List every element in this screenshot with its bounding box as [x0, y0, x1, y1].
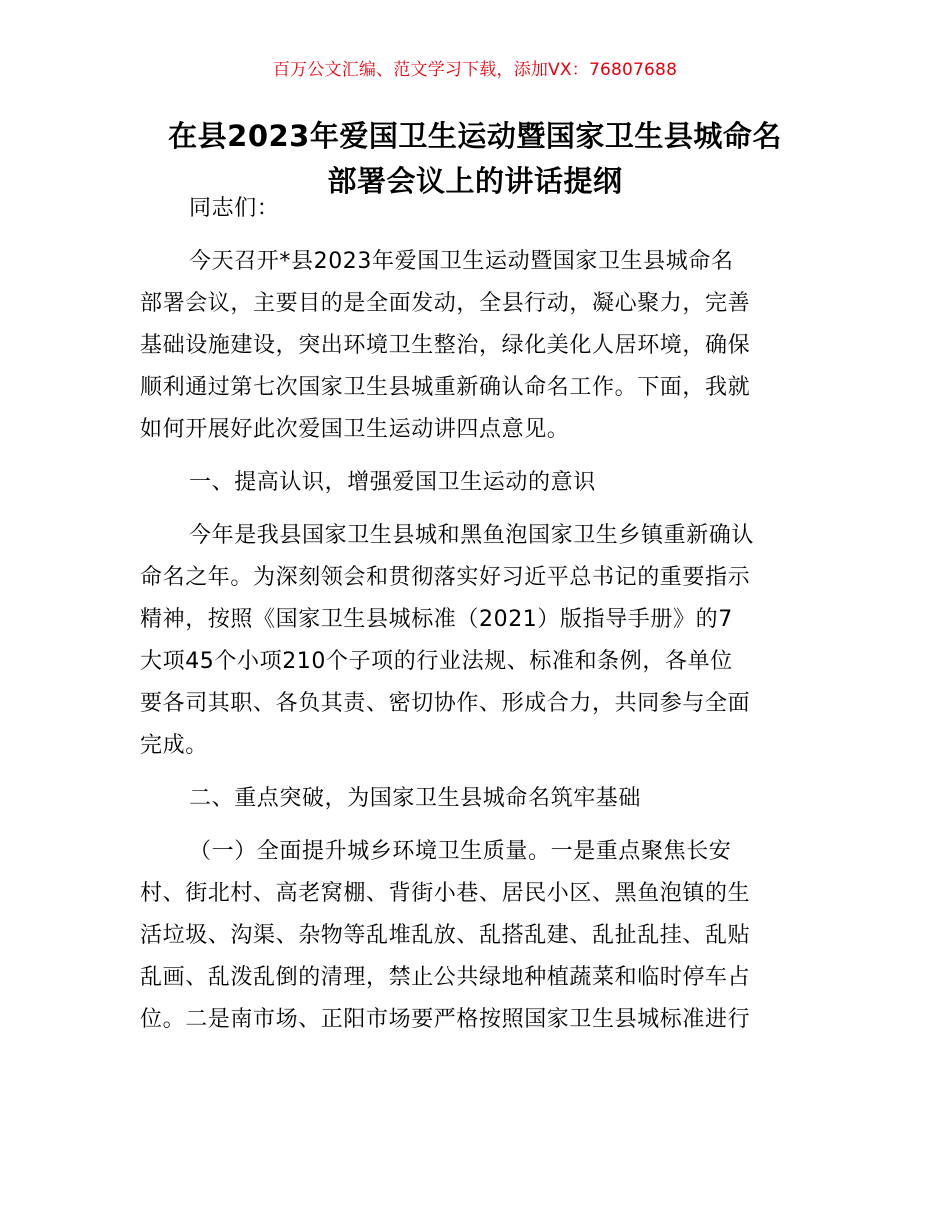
text-line: 一、提高认识，增强爱国卫生运动的意识 — [189, 470, 596, 495]
text-line: 命名之年。为深刻领会和贯彻落实好习近平总书记的重要指示 — [140, 565, 751, 590]
salutation — [140, 188, 812, 230]
text-line: 要各司其职、各负其责、密切协作、形成合力，共同参与全面 — [140, 691, 751, 716]
section-heading-2 — [140, 778, 812, 820]
text-line: （一）全面提升城乡环境卫生质量。一是重点聚焦长安 — [189, 839, 732, 864]
paragraph-intro — [140, 241, 812, 451]
text-line: 位。二是南市场、正阳市场要严格按照国家卫生县城标准进行 — [140, 1007, 751, 1032]
text-line: 二、重点突破，为国家卫生县城命名筑牢基础 — [189, 786, 642, 811]
text-line: 今年是我县国家卫生县城和黑鱼泡国家卫生乡镇重新确认 — [189, 523, 755, 548]
text-line: 今天召开*县2023年爱国卫生运动暨国家卫生县城命名 — [189, 249, 734, 274]
text-line: 部署会议，主要目的是全面发动，全县行动，凝心聚力，完善 — [140, 291, 751, 316]
text-line: 村、街北村、高老窝棚、背街小巷、居民小区、黑鱼泡镇的生 — [140, 881, 751, 906]
paragraph-section-1 — [140, 515, 812, 767]
text-line: 精神，按照《国家卫生县城标准（2021）版指导手册》的7 — [140, 607, 733, 632]
text-line: 如何开展好此次爱国卫生运动讲四点意见。 — [140, 417, 570, 442]
text-line: 同志们： — [189, 196, 280, 221]
paragraph-section-2 — [140, 831, 812, 1041]
text-line: 活垃圾、沟渠、杂物等乱堆乱放、乱搭乱建、乱扯乱挂、乱贴 — [140, 923, 751, 948]
text-line: 顺利通过第七次国家卫生县城重新确认命名工作。下面，我就 — [140, 375, 751, 400]
document-body — [140, 188, 812, 1041]
text-line: 乱画、乱泼乱倒的清理，禁止公共绿地种植蔬菜和临时停车占 — [140, 965, 751, 990]
header-note: 百万公文汇编、范文学习下载，添加VX：76807688 — [272, 60, 678, 80]
section-heading-1 — [140, 462, 812, 504]
text-line: 基础设施建设，突出环境卫生整治，绿化美化人居环境，确保 — [140, 333, 751, 358]
title-line-1: 在县2023年爱国卫生运动暨国家卫生县城命名 — [168, 119, 782, 153]
title-line-2: 部署会议上的讲话提纲 — [327, 164, 623, 198]
text-line: 完成。 — [140, 733, 208, 758]
text-line: 大项45个小项210个子项的行业法规、标准和条例，各单位 — [140, 649, 733, 674]
